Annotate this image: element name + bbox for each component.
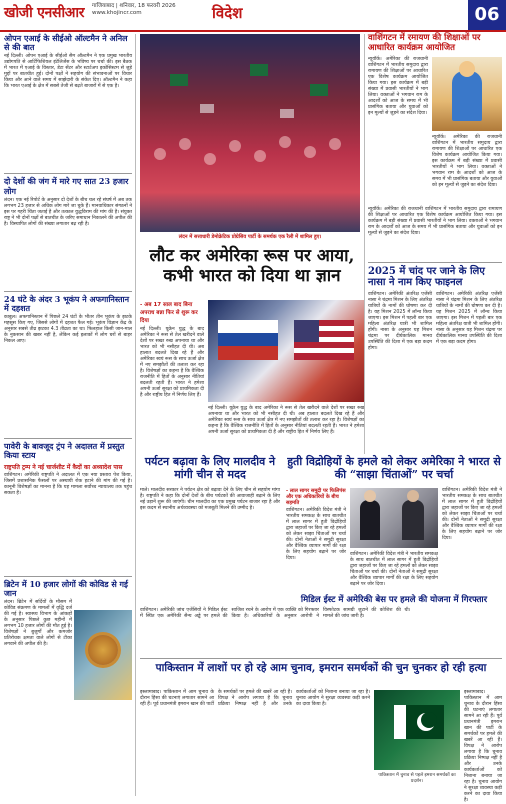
story-body-continued: वाशिंगटन। अमेरिकी अंतरिक्ष एजेंसी नासा ने चंद्रमा मिशन के लिए अंतरिक्ष यात्रियों के नामों की घोषणा कर दी है। यह मिशन 2025 में लॉन्च किया जाएगा। इस मिशन में पहली बार एक महिला अंतरिक्ष यात्री भी शामिल होंगी। नासा के अनुसार यह मिशन चंद्रमा पर दीर्घकालिक मानव उपस्थिति की दिशा में एक बड़ा कदम होगा। (436, 291, 502, 345)
pakistan-photo (374, 690, 460, 770)
rally-photo (140, 34, 360, 232)
story-headline: ओपन एआई के सीईओ ऑल्टमैन ने अनिल से की बात (4, 33, 128, 53)
story-body: वाशिंगटन। अमेरिकी राष्ट्रपति ने अदालत में एक नया प्रस्ताव पेश किया, जिसमें प्रशासनिक फैसलों पर अस्थायी रोक हटाने की मांग की गई है। कानूनी विशेषज्ञों का मानना है कि यह मामला सर्वोच्च न्यायालय तक पहुंच सकता है। (4, 472, 132, 496)
divider (4, 438, 132, 439)
houthi-body: वाशिंगटन। अमेरिकी विदेश मंत्री ने भारतीय समकक्ष के साथ बातचीत में लाल सागर में हुती विद्रोहियों द्वारा जहाजों पर किए जा रहे हमलों को लेकर साझा चिंताओं पर चर्चा की। दोनों नेताओं ने समुद्री सुरक्षा और वैश्विक व्यापार मार्गों की रक्षा के लिए सहयोग बढ़ाने पर जोर दिया। (286, 508, 346, 561)
story-headline: 24 घंटे के अंदर 3 भूकंप ने अफगानिस्तान में दहशत (4, 293, 130, 313)
flags-photo (208, 300, 364, 402)
lead-kicker: - अब 17 साल बाद बिना अपराध बन्ना फिर से शुरू कर दिया (140, 302, 198, 324)
pakistan-headline: पाकिस्तान में लाशों पर हो रहे आम चुनाव, इमरान समर्थकों की चुन चुनकर हो रही हत्या (155, 662, 487, 674)
column-rule (364, 34, 365, 454)
story-kicker: राष्ट्रपति ट्रम्प ने नई चार्जशीट में कैदों का अध्यादेश पास (4, 463, 123, 471)
left-column (4, 34, 132, 796)
page-number: 06 (468, 0, 506, 30)
right-column (368, 34, 502, 454)
divider (4, 173, 132, 174)
story-headline: पावेरी के बावजूद ट्रंप ने अदालत में प्रस्तुत किया स्टाय (4, 441, 125, 461)
story-body-continued: न्यूयॉर्क। अमेरिका की राजधानी वाशिंगटन में भारतीय समुदाय द्वारा रामायण की शिक्षाओं पर आधारित एक विशेष कार्यक्रम आयोजित किया गया। इस कार्यक्रम में बड़ी संख्या में प्रवासी भारतीयों ने भाग लिया। वक्ताओं ने भगवान राम के आदर्शों को आज के समय में भी प्रासंगिक बताया और युवाओं को इन मूल्यों से जुड़ने का संदेश दिया। (432, 134, 502, 188)
virus-image (74, 610, 132, 700)
column-rule (135, 34, 136, 796)
story-body: न्यूयॉर्क। अमेरिका की राजधानी वाशिंगटन में भारतीय समुदाय द्वारा रामायण की शिक्षाओं पर आधारित एक विशेष कार्यक्रम आयोजित किया गया। इस कार्यक्रम में बड़ी संख्या में प्रवासी भारतीयों ने भाग लिया। वक्ताओं ने भगवान राम के आदर्शों को आज के समय में भी प्रासंगिक बताया और युवाओं को इन मूल्यों से जुड़ने का संदेश दिया। (368, 56, 428, 116)
military-body: वाशिंगटन। अमेरिकी जांच एजेंसियों ने मिडिल ईस्ट में स्थित एक अमेरिकी सैन्य अड्डे पर हमले की साजिश रचने के आरोप में एक व्यक्ति को गिरफ्तार किया है। अधिकारियों के अनुसार आरोपी ने विस्फोटक सामग्री जुटाने की कोशिश की थी। मामले की जांच जारी है। (140, 608, 411, 619)
story5-wrap (4, 600, 132, 750)
divider (4, 291, 132, 292)
story-headline: 2025 में चांद पर जाने के लिए नासा ने नाम किए फाइनल (368, 265, 485, 289)
brand-logo: खोजी एनसीआर (4, 5, 85, 21)
houthi-body-right: वाशिंगटन। अमेरिकी विदेश मंत्री ने भारतीय समकक्ष के साथ बातचीत में लाल सागर में हुती विद्रोहियों द्वारा जहाजों पर किए जा रहे हमलों को लेकर साझा चिंताओं पर चर्चा की। दोनों नेताओं ने समुद्री सुरक्षा और वैश्विक व्यापार मार्गों की रक्षा के लिए सहयोग बढ़ाने पर जोर दिया। (442, 488, 502, 541)
pakistan-body: इस्लामाबाद। पाकिस्तान में आम चुनाव के दौरान हिंसा की घटनाएं लगातार सामने आ रही हैं। पूर्व प्रधानमंत्री इमरान खान की पार्टी के समर्थकों पर हमले की खबरें आ रही हैं। विपक्ष ने आरोप लगाया है कि चुनाव प्रक्रिया निष्पक्ष नहीं है और उनके कार्यकर्ताओं को निशाना बनाया जा रहा है। चुनाव आयोग ने सुरक्षा व्यवस्था कड़ी करने का दावा किया है। (140, 690, 370, 707)
dateline-site: www.khojincr.com (92, 10, 142, 16)
story-body: लंदन। ब्रिटेन में सर्दियों के मौसम में कोविड संक्रमण के मामलों में वृद्धि दर्ज की गई है। स्वास्थ्य विभाग के आंकड़ों के अनुसार पिछले कुछ महीनों में लगभग 10 हजार लोगों की मौत हुई है। विशेषज्ञों ने बुजुर्गों और कमजोर प्रतिरोधक क्षमता वाले लोगों से टीका लगवाने की अपील की है। (4, 599, 72, 647)
lead-headline: लौट कर अमेरिका रूस पर आया, कभी भारत को दिया था ज्ञान (149, 246, 355, 287)
section-title: विदेश (212, 4, 243, 22)
story-body-tail: न्यूयॉर्क। अमेरिका की राजधानी वाशिंगटन में भारतीय समुदाय द्वारा रामायण की शिक्षाओं पर आधारित एक विशेष कार्यक्रम आयोजित किया गया। इस कार्यक्रम में बड़ी संख्या में प्रवासी भारतीयों ने भाग लिया। वक्ताओं ने भगवान राम के आदर्शों को आज के समय में भी प्रासंगिक बताया और युवाओं को इन मूल्यों से जुड़ने का संदेश दिया। (368, 206, 502, 236)
houthi-body-continued: वाशिंगटन। अमेरिकी विदेश मंत्री ने भारतीय समकक्ष के साथ बातचीत में लाल सागर में हुती विद्रोहियों द्वारा जहाजों पर किए जा रहे हमलों को लेकर साझा चिंताओं पर चर्चा की। दोनों नेताओं ने समुद्री सुरक्षा और वैश्विक व्यापार मार्गों की रक्षा के लिए सहयोग बढ़ाने पर जोर दिया। (350, 552, 438, 587)
divider (4, 576, 132, 577)
story-body: वाशिंगटन। अमेरिकी अंतरिक्ष एजेंसी नासा ने चंद्रमा मिशन के लिए अंतरिक्ष यात्रियों के नामों की घोषणा कर दी है। यह मिशन 2025 में लॉन्च किया जाएगा। इस मिशन में पहली बार एक महिला अंतरिक्ष यात्री भी शामिल होंगी। नासा के अनुसार यह मिशन चंद्रमा पर दीर्घकालिक मानव उपस्थिति की दिशा में एक बड़ा कदम होगा। (368, 291, 432, 351)
crowd-illustration (140, 34, 360, 232)
divider (368, 262, 502, 263)
military-headline: मिडिल ईस्ट में अमेरिकी बेस पर हमले की योजना में गिरफ्तार (300, 595, 488, 605)
deity-head (459, 61, 475, 77)
pakistan-caption: पाकिस्तान में चुनाव से पहले इमरान समर्थकों का प्रदर्शन। (378, 773, 456, 784)
lead-left-col (140, 300, 204, 452)
ramayan-photo (432, 57, 502, 131)
officials-photo (350, 488, 438, 548)
story-headline: दो देशों की जंग में मारे गए सात 23 हजार लोग (4, 176, 129, 196)
dateline (92, 3, 176, 17)
photo-caption: लंदन में सत्ताधारी डेमोक्रेटिक प्रोग्रेसिव पार्टी के समर्थक एक रैली में शामिल हुए। (178, 234, 322, 240)
us-russia-flags (208, 300, 364, 402)
story-headline: ब्रिटेन में 10 हजार लोगों की कोविड से गई जान (4, 578, 128, 598)
houthi-kicker: - लाल सागर समुद्री पर फिलिपंस और एक अधिकारियों के बीच सहमति (286, 488, 346, 506)
story-body: लंदन। एक नई रिपोर्ट के अनुसार दो देशों के बीच चल रहे संघर्ष में अब तक लगभग 23 हजार से अधिक लोग मारे जा चुके हैं। मानवाधिकार संगठनों ने इस पर गहरी चिंता जताई है और तत्काल युद्धविराम की मांग की है। संयुक्त राष्ट्र ने भी दोनों पक्षों से बातचीत के जरिए समाधान निकालने की अपील की है। विस्थापित लोगों की संख्या लगातार बढ़ रही है। (4, 197, 132, 227)
pakistan-body-right: इस्लामाबाद। पाकिस्तान में आम चुनाव के दौरान हिंसा की घटनाएं लगातार सामने आ रही हैं। पूर्व प्रधानमंत्री इमरान खान की पार्टी के समर्थकों पर हमले की खबरें आ रही हैं। विपक्ष ने आरोप लगाया है कि चुनाव प्रक्रिया निष्पक्ष नहीं है और उनके कार्यकर्ताओं को निशाना बनाया जा रहा है। चुनाव आयोग ने सुरक्षा व्यवस्था कड़ी करने का दावा किया है। (464, 690, 502, 803)
person-silhouette (360, 500, 380, 540)
dateline-date: गाजियाबाद | शनिवार, 18 फरवरी 2026 (92, 3, 176, 9)
virus-illustration (88, 635, 118, 665)
deity-figure (452, 71, 482, 121)
houthi-left-col (286, 488, 346, 592)
lead-body: नई दिल्ली। यूक्रेन युद्ध के बाद अमेरिका ने रूस से तेल खरीदने वाले देशों पर सख्त रुख अपनाया था और भारत को भी नसीहत दी थी। अब हालात बदलते दिख रहे हैं और अमेरिका स्वयं रूस के साथ ऊर्जा क्षेत्र में नए समझौतों की तलाश कर रहा है। विशेषज्ञों का कहना है कि वैश्विक राजनीति में हितों के अनुसार नीतियां बदलती रहती हैं। भारत ने हमेशा अपनी ऊर्जा सुरक्षा को प्राथमिकता दी है और राष्ट्रीय हित में निर्णय लिए हैं। (140, 327, 204, 398)
maldives-body: माले। मालदीव सरकार ने पर्यटन क्षेत्र को बढ़ावा देने के लिए चीन से सहयोग मांगा है। राष्ट्रपति ने कहा कि दोनों देशों के बीच पर्यटकों की आवाजाही बढ़ाने के लिए नई उड़ानें शुरू की जाएंगी। चीन मालदीव का एक प्रमुख पर्यटन बाजार रहा है और इस कदम से स्थानीय अर्थव्यवस्था को मजबूती मिलने की उम्मीद है। (140, 488, 280, 511)
story-headline: वाशिंगटन में रमायण की शिक्षाओं पर आधारित कार्यक्रम आयोजित (368, 33, 481, 53)
lead-body-continued: नई दिल्ली। यूक्रेन युद्ध के बाद अमेरिका ने रूस से तेल खरीदने वाले देशों पर सख्त रुख अपनाया था और भारत को भी नसीहत दी थी। अब हालात बदलते दिख रहे हैं और अमेरिका स्वयं रूस के साथ ऊर्जा क्षेत्र में नए समझौतों की तलाश कर रहा है। विशेषज्ञों का कहना है कि वैश्विक राजनीति में हितों के अनुसार नीतियां बदलती रहती हैं। भारत ने हमेशा अपनी ऊर्जा सुरक्षा को प्राथमिकता दी है और राष्ट्रीय हित में निर्णय लिए हैं। (208, 406, 364, 435)
divider (140, 658, 502, 659)
person-silhouette (402, 500, 424, 540)
ramayan-wrap (368, 57, 502, 207)
story-body: काबुल। अफगानिस्तान में पिछले 24 घंटों के भीतर तीन भूकंप के झटके महसूस किए गए, जिससे लोगों में दहशत फैल गई। भूकंप विज्ञान केंद्र के अनुसार सबसे तीव्र झटका 4.3 तीव्रता का था। फिलहाल किसी जान-माल के नुकसान की खबर नहीं है, लेकिन कई इलाकों में लोग घरों से बाहर निकल आए। (4, 315, 132, 345)
person-head (407, 490, 419, 502)
houthi-headline: हुती विद्रोहियों के हमले को लेकर अमेरिका ने भारत से की “साझा चिंताओं” पर चर्चा (287, 455, 501, 481)
pakistan-flag-icon (374, 690, 460, 770)
nasa-wrap (368, 292, 502, 462)
story-body: नई दिल्ली। ओपन एआई के सीईओ सैम ऑल्टमैन ने एक प्रमुख भारतीय उद्योगपति से आर्टिफिशियल इंटेलिजेंस के भविष्य पर चर्चा की। इस बैठक में भारत में एआई के विस्तार, डेटा सेंटर और स्टार्टअप इकोसिस्टम से जुड़े मुद्दों पर बातचीत हुई। दोनों पक्षों ने सहयोग की संभावनाओं पर विचार किया और आने वाले समय में साझेदारी के संकेत दिए। ऑल्टमैन ने कहा कि भारत एआई के क्षेत्र में सबसे तेजी से बढ़ते बाजारों में से एक है। (4, 54, 132, 90)
maldives-headline: पर्यटन बढ़ावा के लिए मालदीव ने मांगी चीन से मदद (144, 455, 276, 481)
masthead (0, 0, 506, 32)
person-head (364, 490, 376, 502)
